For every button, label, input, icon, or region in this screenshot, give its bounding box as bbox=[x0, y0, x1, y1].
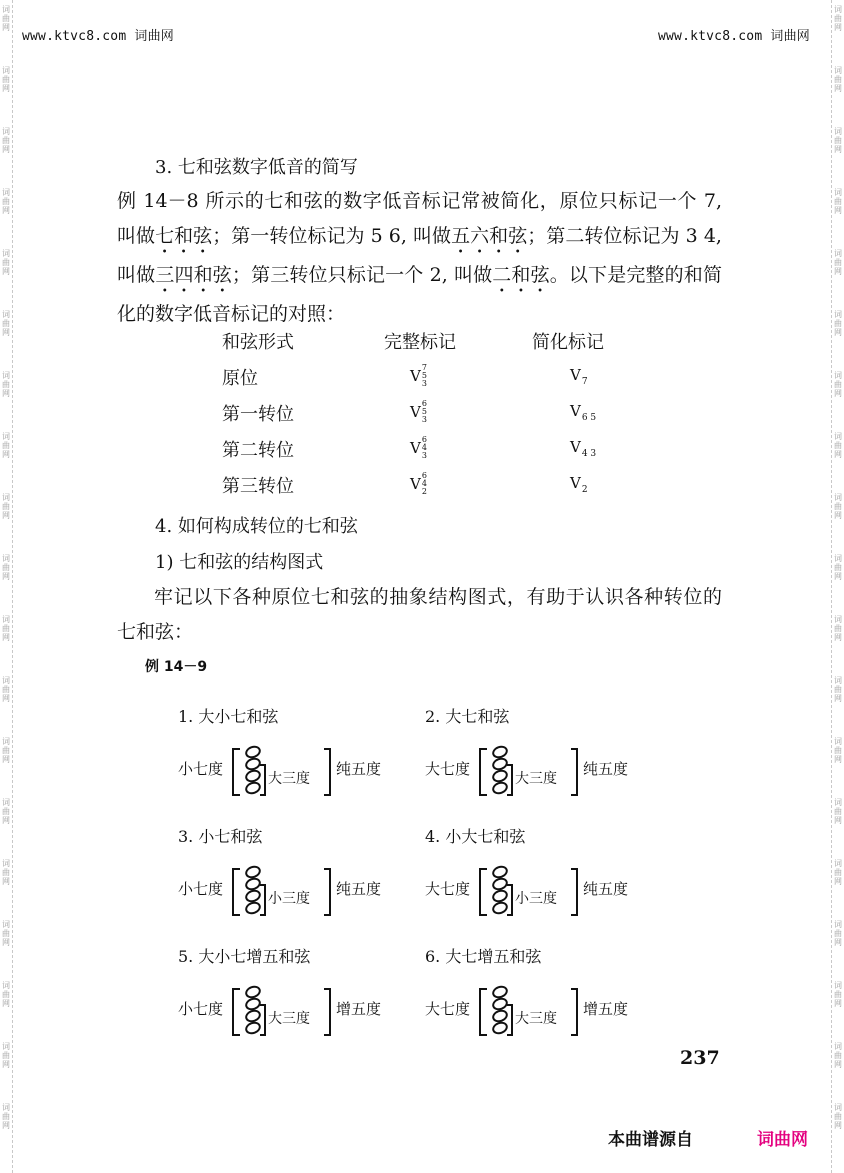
seventh-interval-label: 大七度 bbox=[425, 760, 471, 778]
example-title: 5. 大小七增五和弦 bbox=[178, 947, 311, 966]
side-watermark-mark: 词 曲 网 bbox=[834, 737, 842, 764]
third-interval-label: 小三度 bbox=[268, 891, 310, 907]
side-watermark-mark: 词 曲 网 bbox=[2, 249, 10, 276]
roman-numeral: V bbox=[410, 367, 421, 385]
header-full-figures: 完整标记 bbox=[384, 332, 456, 353]
side-watermark-mark: 词 曲 网 bbox=[2, 310, 10, 337]
third-interval-label: 大三度 bbox=[268, 771, 310, 787]
side-watermark-mark: 词 曲 网 bbox=[834, 5, 842, 32]
subsection-1-heading: 1) 七和弦的结构图式 bbox=[155, 552, 324, 573]
example-title: 6. 大七增五和弦 bbox=[425, 947, 542, 966]
para-text: 。以下是完整的和简化的数字低音标记的对照： bbox=[117, 264, 722, 325]
left-bracket bbox=[479, 988, 487, 1036]
side-watermark-mark: 词 曲 网 bbox=[2, 66, 10, 93]
source-label: 本曲谱源自 bbox=[608, 1130, 693, 1150]
third-interval-label: 大三度 bbox=[515, 1011, 557, 1027]
right-bracket bbox=[324, 748, 331, 796]
inner-bracket bbox=[507, 764, 513, 796]
table-row bbox=[222, 364, 642, 400]
fifth-interval-label: 纯五度 bbox=[583, 760, 629, 778]
short-figure-cell bbox=[570, 436, 596, 459]
full-figure-cell bbox=[410, 364, 427, 388]
left-bracket bbox=[232, 748, 240, 796]
roman-numeral: V bbox=[410, 439, 421, 457]
left-bracket bbox=[232, 988, 240, 1036]
header-url-left[interactable]: www.ktvc8.com 词曲网 bbox=[22, 29, 174, 44]
header-short-figures: 简化标记 bbox=[532, 332, 604, 353]
full-figure-cell bbox=[410, 472, 427, 496]
chord-form-cell: 第一转位 bbox=[222, 404, 294, 425]
right-bracket bbox=[571, 988, 578, 1036]
chord-structure-diagram bbox=[178, 866, 408, 918]
example-title: 4. 小大七和弦 bbox=[425, 827, 526, 846]
side-watermark-mark: 词 曲 网 bbox=[834, 981, 842, 1008]
right-bracket bbox=[571, 868, 578, 916]
chord-structure-diagram bbox=[425, 746, 655, 798]
para-text: ；第一转位标记为 5 6, 叫做 bbox=[212, 225, 452, 247]
short-figure-cell bbox=[570, 400, 596, 423]
side-watermark-mark: 词 曲 网 bbox=[2, 798, 10, 825]
short-figure: 4 3 bbox=[581, 449, 597, 459]
para-text: ；第三转位只标记一个 2, 叫做 bbox=[231, 264, 493, 286]
example-label: 例 14－9 bbox=[145, 659, 208, 675]
short-figure-cell bbox=[570, 472, 588, 495]
page-number: 237 bbox=[680, 1047, 720, 1069]
left-bracket bbox=[232, 868, 240, 916]
chord-form-cell: 原位 bbox=[222, 368, 258, 389]
seventh-interval-label: 大七度 bbox=[425, 880, 471, 898]
side-watermark-mark: 词 曲 网 bbox=[2, 554, 10, 581]
side-watermark-mark: 词 曲 网 bbox=[834, 1103, 842, 1130]
figure-number: 5 bbox=[421, 371, 427, 380]
side-watermark-mark: 词 曲 网 bbox=[834, 432, 842, 459]
short-figure: 7 bbox=[581, 377, 588, 387]
side-watermark-mark: 词 曲 网 bbox=[834, 676, 842, 703]
third-interval-label: 小三度 bbox=[515, 891, 557, 907]
side-watermark-mark: 词 曲 网 bbox=[2, 493, 10, 520]
figured-bass-table bbox=[222, 328, 642, 508]
inner-bracket bbox=[507, 1004, 513, 1036]
chord-structure-diagram bbox=[425, 986, 655, 1038]
figure-number: 6 bbox=[421, 399, 427, 408]
side-watermark-mark: 词 曲 网 bbox=[834, 188, 842, 215]
figure-number: 4 bbox=[421, 443, 427, 452]
seventh-interval-label: 大七度 bbox=[425, 1000, 471, 1018]
side-watermark-mark: 词 曲 网 bbox=[834, 554, 842, 581]
chord-structure-diagram bbox=[178, 986, 408, 1038]
third-interval-label: 大三度 bbox=[268, 1011, 310, 1027]
left-watermark-strip bbox=[0, 0, 13, 1173]
chord-structure-diagram bbox=[178, 746, 408, 798]
fifth-interval-label: 增五度 bbox=[583, 1000, 629, 1018]
side-watermark-mark: 词 曲 网 bbox=[2, 1103, 10, 1130]
inner-bracket bbox=[260, 1004, 266, 1036]
fifth-interval-label: 纯五度 bbox=[583, 880, 629, 898]
header-chord-form: 和弦形式 bbox=[222, 332, 294, 353]
roman-numeral: V bbox=[570, 474, 581, 492]
right-bracket bbox=[324, 868, 331, 916]
example-title: 2. 大七和弦 bbox=[425, 707, 510, 726]
right-bracket bbox=[324, 988, 331, 1036]
table-header-row bbox=[222, 328, 642, 364]
term-three-four-chord: 三四和弦 bbox=[155, 264, 232, 286]
figure-number: 6 bbox=[421, 435, 427, 444]
section-3-paragraph bbox=[117, 184, 722, 332]
figure-number: 4 bbox=[421, 479, 427, 488]
figure-number: 2 bbox=[421, 487, 427, 496]
example-title: 1. 大小七和弦 bbox=[178, 707, 279, 726]
side-watermark-mark: 词 曲 网 bbox=[834, 493, 842, 520]
inner-bracket bbox=[260, 884, 266, 916]
seventh-interval-label: 小七度 bbox=[178, 1000, 224, 1018]
fifth-interval-label: 增五度 bbox=[336, 1000, 382, 1018]
side-watermark-mark: 词 曲 网 bbox=[2, 432, 10, 459]
side-watermark-mark: 词 曲 网 bbox=[2, 1042, 10, 1069]
chord-structure-diagram bbox=[425, 866, 655, 918]
seventh-interval-label: 小七度 bbox=[178, 760, 224, 778]
side-watermark-mark: 词 曲 网 bbox=[2, 5, 10, 32]
figure-number: 7 bbox=[421, 363, 427, 372]
term-two-chord: 二和弦 bbox=[492, 264, 550, 286]
short-figure-cell bbox=[570, 364, 588, 387]
term-seventh-chord: 七和弦 bbox=[155, 225, 213, 247]
side-watermark-mark: 词 曲 网 bbox=[834, 859, 842, 886]
roman-numeral: V bbox=[410, 403, 421, 421]
para-text: 例 14－8 所示的七和弦的数字低音标记常被简化，原位只标记一个 7, 叫做 bbox=[117, 190, 722, 247]
side-watermark-mark: 词 曲 网 bbox=[834, 371, 842, 398]
fifth-interval-label: 纯五度 bbox=[336, 880, 382, 898]
side-watermark-mark: 词 曲 网 bbox=[834, 127, 842, 154]
side-watermark-mark: 词 曲 网 bbox=[834, 66, 842, 93]
example-title: 3. 小七和弦 bbox=[178, 827, 263, 846]
table-row bbox=[222, 400, 642, 436]
third-interval-label: 大三度 bbox=[515, 771, 557, 787]
full-figure-cell bbox=[410, 400, 427, 424]
left-bracket bbox=[479, 868, 487, 916]
inner-bracket bbox=[260, 764, 266, 796]
chord-form-cell: 第三转位 bbox=[222, 476, 294, 497]
short-figure: 6 5 bbox=[581, 413, 597, 423]
figure-number: 3 bbox=[421, 379, 427, 388]
roman-numeral: V bbox=[570, 366, 581, 384]
side-watermark-mark: 词 曲 网 bbox=[2, 676, 10, 703]
figure-number: 5 bbox=[421, 407, 427, 416]
side-watermark-mark: 词 曲 网 bbox=[2, 981, 10, 1008]
short-figure: 2 bbox=[581, 485, 588, 495]
header-url-right[interactable]: www.ktvc8.com 词曲网 bbox=[658, 29, 810, 44]
side-watermark-mark: 词 曲 网 bbox=[834, 920, 842, 947]
side-watermark-mark: 词 曲 网 bbox=[834, 310, 842, 337]
section-4-paragraph: 牢记以下各种原位七和弦的抽象结构图式，有助于认识各种转位的七和弦： bbox=[117, 586, 722, 643]
side-watermark-mark: 词 曲 网 bbox=[2, 737, 10, 764]
figure-number: 3 bbox=[421, 415, 427, 424]
side-watermark-mark: 词 曲 网 bbox=[834, 1042, 842, 1069]
section-4-heading: 4. 如何构成转位的七和弦 bbox=[155, 516, 358, 537]
figure-number: 3 bbox=[421, 451, 427, 460]
side-watermark-mark: 词 曲 网 bbox=[834, 249, 842, 276]
chord-form-cell: 第二转位 bbox=[222, 440, 294, 461]
left-bracket bbox=[479, 748, 487, 796]
roman-numeral: V bbox=[570, 402, 581, 420]
roman-numeral: V bbox=[570, 438, 581, 456]
side-watermark-mark: 词 曲 网 bbox=[834, 798, 842, 825]
side-watermark-mark: 词 曲 网 bbox=[2, 371, 10, 398]
side-watermark-mark: 词 曲 网 bbox=[2, 615, 10, 642]
fifth-interval-label: 纯五度 bbox=[336, 760, 382, 778]
table-row bbox=[222, 472, 642, 508]
right-bracket bbox=[571, 748, 578, 796]
side-watermark-mark: 词 曲 网 bbox=[834, 615, 842, 642]
inner-bracket bbox=[507, 884, 513, 916]
table-row bbox=[222, 436, 642, 472]
source-site-link[interactable]: 词曲网 bbox=[757, 1130, 808, 1150]
side-watermark-mark: 词 曲 网 bbox=[2, 859, 10, 886]
para-text: ；第二转位标记为 3 4, 叫做 bbox=[117, 225, 722, 286]
right-watermark-strip bbox=[831, 0, 844, 1173]
figure-number: 6 bbox=[421, 471, 427, 480]
side-watermark-mark: 词 曲 网 bbox=[2, 127, 10, 154]
side-watermark-mark: 词 曲 网 bbox=[2, 920, 10, 947]
seventh-interval-label: 小七度 bbox=[178, 880, 224, 898]
roman-numeral: V bbox=[410, 475, 421, 493]
side-watermark-mark: 词 曲 网 bbox=[2, 188, 10, 215]
full-figure-cell bbox=[410, 436, 427, 460]
term-five-six-chord: 五六和弦 bbox=[451, 225, 528, 247]
section-3-heading: 3. 七和弦数字低音的简写 bbox=[155, 157, 358, 178]
